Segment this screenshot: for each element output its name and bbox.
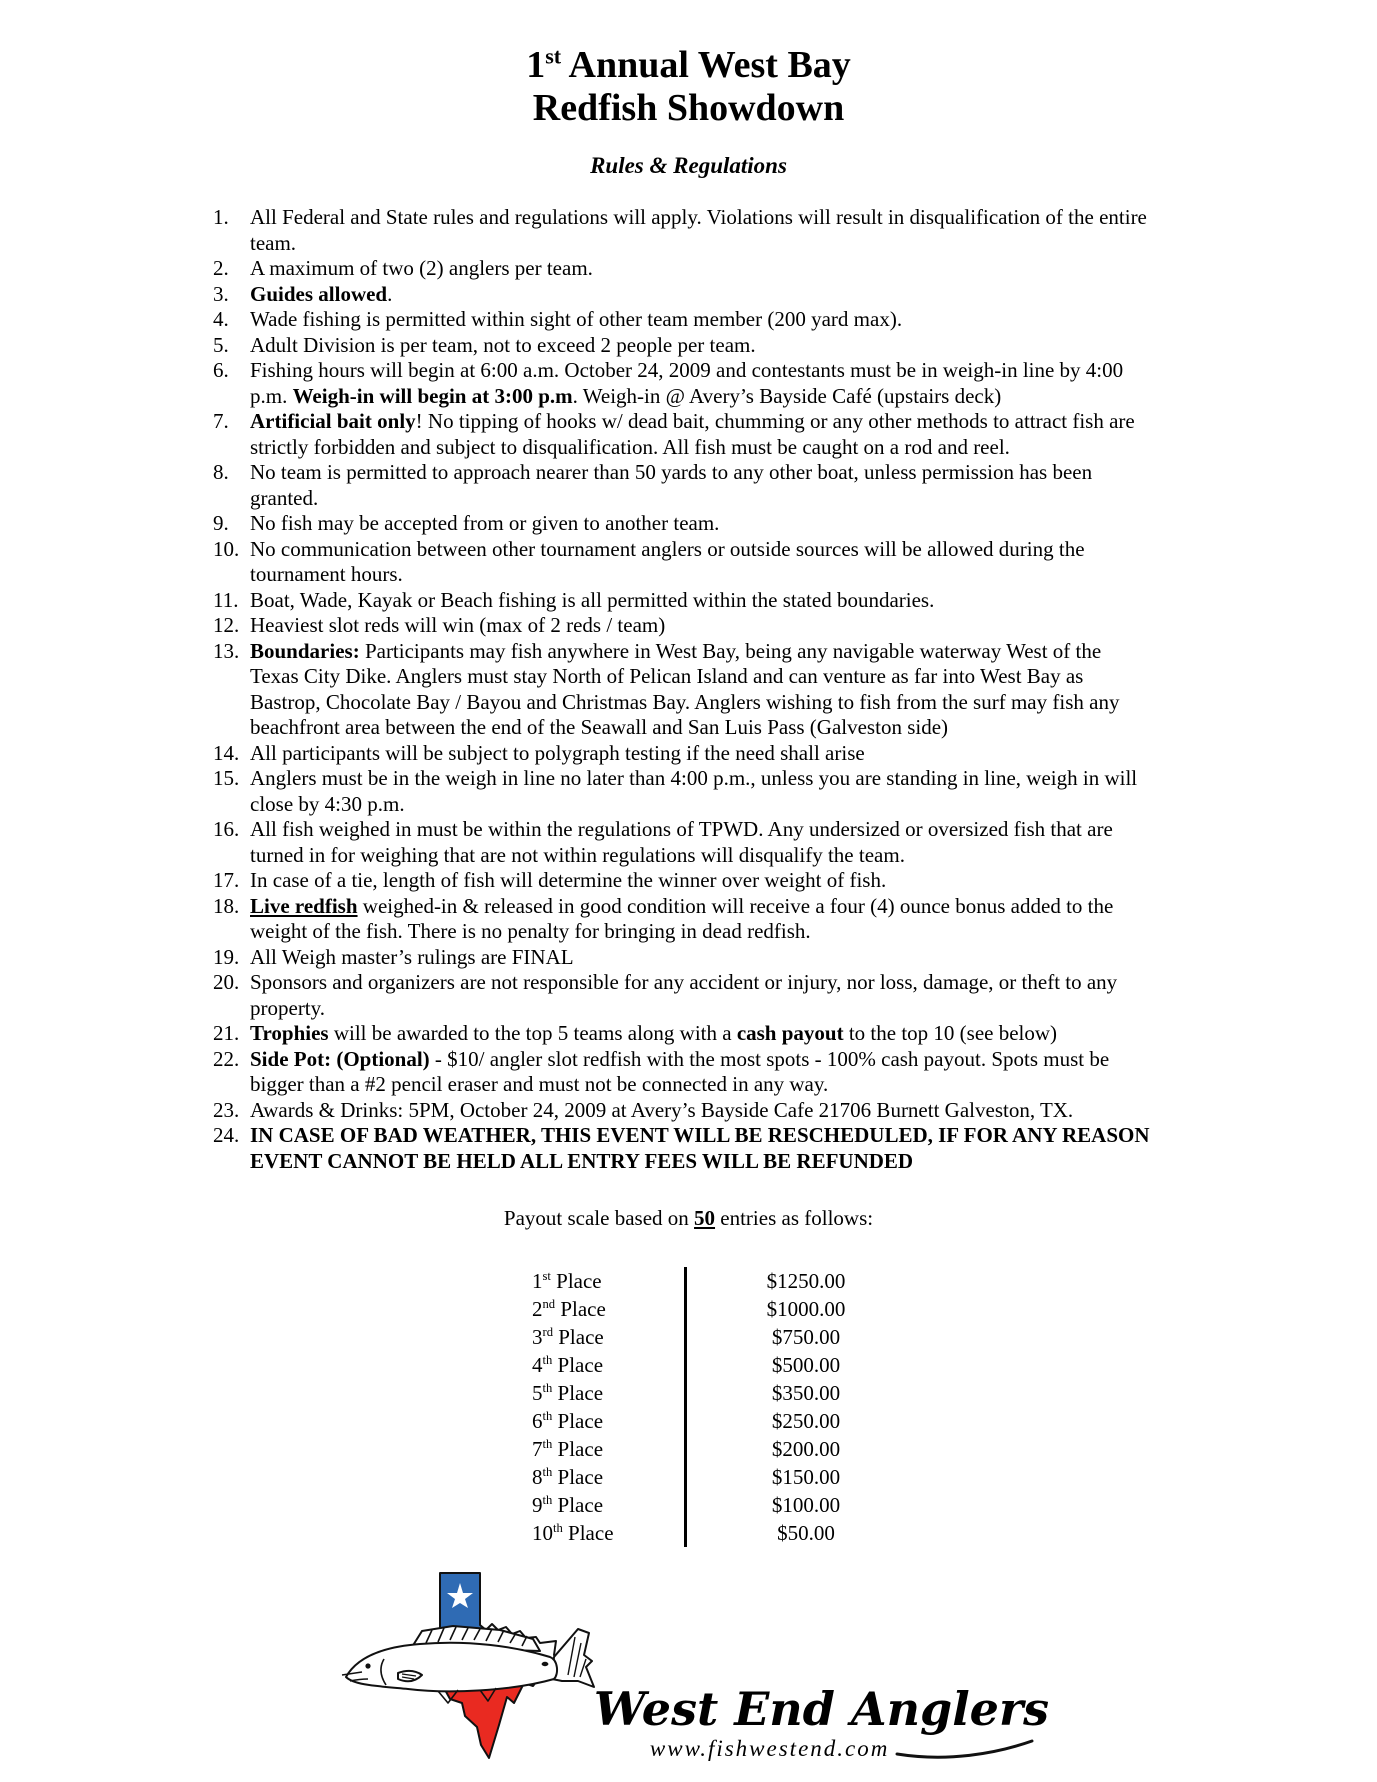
payout-place-cell: 1st Place: [532, 1269, 602, 1294]
rule-item: [213, 511, 1151, 537]
payout-amount-cell: $750.00: [771, 1325, 841, 1350]
rule-text: Sponsors and organizers are not responsible for any accident or injury, nor loss, damage, or theft to any property.: [250, 970, 1118, 1020]
rule-text: Artificial bait only! No tipping of hooks w/ dead bait, chumming or any other methods to attract fish are strictly forbidden and subject to disqualification. All fish must be caught on a rod and reel.: [250, 409, 1135, 459]
payout-table: [532, 1267, 1377, 1547]
rule-item: [213, 613, 1151, 639]
rule-item: [213, 358, 1151, 409]
rule-text: Guides allowed.: [250, 281, 393, 306]
rule-text: Side Pot: (Optional) - $10/ angler slot redfish with the most spots - 100% cash payout. Spots must be bigger than a #2 pencil eraser and must not be connected in any way.: [250, 1046, 1110, 1097]
payout-amount-cell: $350.00: [771, 1381, 841, 1406]
rule-number: 24.: [213, 1123, 240, 1148]
logo-text-block: [594, 1682, 1049, 1772]
payout-place-cell: 9th Place: [532, 1493, 604, 1518]
payout-amount-cell: $250.00: [771, 1409, 841, 1434]
rule-number: 17.: [213, 868, 240, 893]
west-end-anglers-logo: [0, 1567, 1377, 1772]
payout-place-cell: 10th Place: [532, 1521, 614, 1546]
rule-item: [213, 1021, 1151, 1047]
signature-swoosh: [895, 1738, 1035, 1762]
rules-list: [213, 205, 1151, 1174]
rule-item: [213, 1098, 1151, 1124]
rule-number: 4.: [213, 307, 229, 332]
rule-item: [213, 256, 1151, 282]
rule-item: [213, 205, 1151, 256]
rule-text: Trophies will be awarded to the top 5 teams along with a cash payout to the top 10 (see below): [250, 1021, 1058, 1046]
rule-text: All participants will be subject to polygraph testing if the need shall arise: [250, 740, 865, 765]
rule-item: [213, 537, 1151, 588]
rule-number: 14.: [213, 740, 240, 765]
rule-number: 1.: [213, 205, 229, 230]
rule-number: 18.: [213, 893, 240, 918]
rule-number: 21.: [213, 1021, 240, 1046]
rule-number: 23.: [213, 1097, 240, 1122]
rule-number: 20.: [213, 970, 240, 995]
payout-amount-cell: $200.00: [771, 1437, 841, 1462]
rule-number: 3.: [213, 281, 229, 306]
rule-item: [213, 588, 1151, 614]
rule-number: 7.: [213, 409, 229, 434]
rule-text: Wade fishing is permitted within sight of other team member (200 yard max).: [250, 307, 903, 332]
rule-text: Live redfish weighed-in & released in good condition will receive a four (4) ounce bonus added to the weight of the fish. There is no penalty for bringing in dead redfish.: [250, 893, 1114, 944]
rule-number: 19.: [213, 944, 240, 969]
rule-text: Fishing hours will begin at 6:00 a.m. October 24, 2009 and contestants must be in weigh-in line by 4:00 p.m. Weigh-in will begin at 3:00 p.m. Weigh-in @ Avery’s Bayside Café (upstairs deck): [250, 358, 1124, 408]
payout-amount-cell: $1250.00: [766, 1269, 846, 1294]
rule-item: [213, 282, 1151, 308]
payout-place-cell: 3rd Place: [532, 1325, 604, 1350]
rule-text: Awards & Drinks: 5PM, October 24, 2009 at Avery’s Bayside Cafe 21706 Burnett Galveston, TX.: [250, 1097, 1074, 1122]
texas-redfish-logo-graphic: [328, 1567, 628, 1772]
redfish-illustration: [342, 1626, 594, 1703]
payout-amount-cell: $50.00: [777, 1521, 835, 1546]
rule-item: [213, 1123, 1151, 1174]
rule-text: In case of a tie, length of fish will determine the winner over weight of fish.: [250, 868, 887, 893]
rule-text: Heaviest slot reds will win (max of 2 reds / team): [250, 613, 666, 638]
brand-name: West End Anglers: [593, 1682, 1050, 1737]
title-ordinal-superscript: st: [545, 43, 562, 69]
title-line-2: Redfish Showdown: [532, 86, 845, 129]
rule-text: All fish weighed in must be within the regulations of TPWD. Any undersized or oversized fish that are turned in for weighing that are not within regulations will disqualify the team.: [250, 817, 1113, 867]
rule-text: No communication between other tournament anglers or outside sources will be allowed during the tournament hours.: [250, 536, 1085, 587]
rule-item: [213, 741, 1151, 767]
rule-item: [213, 894, 1151, 945]
rule-number: 11.: [213, 587, 239, 612]
payout-amount-cell: $150.00: [771, 1465, 841, 1490]
rule-item: [213, 945, 1151, 971]
website-url: www.fishwestend.com: [649, 1736, 890, 1762]
payout-place-cell: 6th Place: [532, 1409, 604, 1434]
payout-place-cell: 2nd Place: [532, 1297, 606, 1322]
rule-item: [213, 639, 1151, 741]
rule-text: No fish may be accepted from or given to another team.: [250, 511, 720, 536]
rule-item: [213, 766, 1151, 817]
rules-subtitle: Rules & Regulations: [590, 153, 787, 179]
rule-item: [213, 460, 1151, 511]
rule-number: 16.: [213, 817, 240, 842]
rule-item: [213, 970, 1151, 1021]
rule-number: 2.: [213, 256, 229, 281]
rule-number: 22.: [213, 1046, 240, 1071]
rule-number: 15.: [213, 766, 240, 791]
payout-place-cell: 5th Place: [532, 1381, 604, 1406]
rule-text: Adult Division is per team, not to exceed 2 people per team.: [250, 332, 756, 357]
title-line-1: 1st Annual West Bay: [526, 43, 851, 86]
payout-amount-cell: $100.00: [771, 1493, 841, 1518]
payout-place-cell: 8th Place: [532, 1465, 604, 1490]
rule-text: A maximum of two (2) anglers per team.: [250, 256, 593, 281]
rule-number: 8.: [213, 460, 229, 485]
payout-place-cell: 4th Place: [532, 1353, 604, 1378]
rule-number: 10.: [213, 536, 240, 561]
rule-text: IN CASE OF BAD WEATHER, THIS EVENT WILL BE RESCHEDULED, IF FOR ANY REASON EVENT CANNOT BE HELD ALL ENTRY FEES WILL BE REFUNDED: [250, 1123, 1150, 1173]
rule-item: [213, 868, 1151, 894]
rule-text: No team is permitted to approach nearer than 50 yards to any other boat, unless permission has been granted.: [250, 460, 1093, 510]
rule-text: Boat, Wade, Kayak or Beach fishing is all permitted within the stated boundaries.: [250, 587, 935, 612]
rule-item: [213, 1047, 1151, 1098]
rule-item: [213, 409, 1151, 460]
rule-number: 5.: [213, 332, 229, 357]
rule-text: Anglers must be in the weigh in line no later than 4:00 p.m., unless you are standing in line, weigh in will close by 4:30 p.m.: [250, 766, 1138, 816]
payout-place-cell: 7th Place: [532, 1437, 604, 1462]
rule-text: All Weigh master’s rulings are FINAL: [250, 944, 574, 969]
payout-amount-cell: $500.00: [771, 1353, 841, 1378]
rule-text: All Federal and State rules and regulations will apply. Violations will result in disqualification of the entire team.: [250, 205, 1147, 255]
payout-amounts-column: [687, 1267, 925, 1547]
page-title: [0, 0, 1377, 129]
rule-number: 13.: [213, 638, 240, 663]
payout-places-column: [532, 1267, 684, 1547]
rule-text: Boundaries: Participants may fish anywhere in West Bay, being any navigable waterway West of the Texas City Dike. Anglers must stay North of Pelican Island and can venture as far into West Bay as Bastrop, Chocolate Bay / Bayou and Christmas Bay. Anglers wishing to fish from the surf may fish any beachfront area between the end of the Seawall and San Luis Pass (Galveston side): [250, 638, 1120, 740]
rule-number: 6.: [213, 358, 229, 383]
rule-item: [213, 817, 1151, 868]
rule-item: [213, 333, 1151, 359]
payout-scale-heading: Payout scale based on 50 entries as follows:: [503, 1206, 874, 1231]
payout-amount-cell: $1000.00: [766, 1297, 846, 1322]
rule-item: [213, 307, 1151, 333]
rule-number: 12.: [213, 613, 240, 638]
rule-number: 9.: [213, 511, 229, 536]
